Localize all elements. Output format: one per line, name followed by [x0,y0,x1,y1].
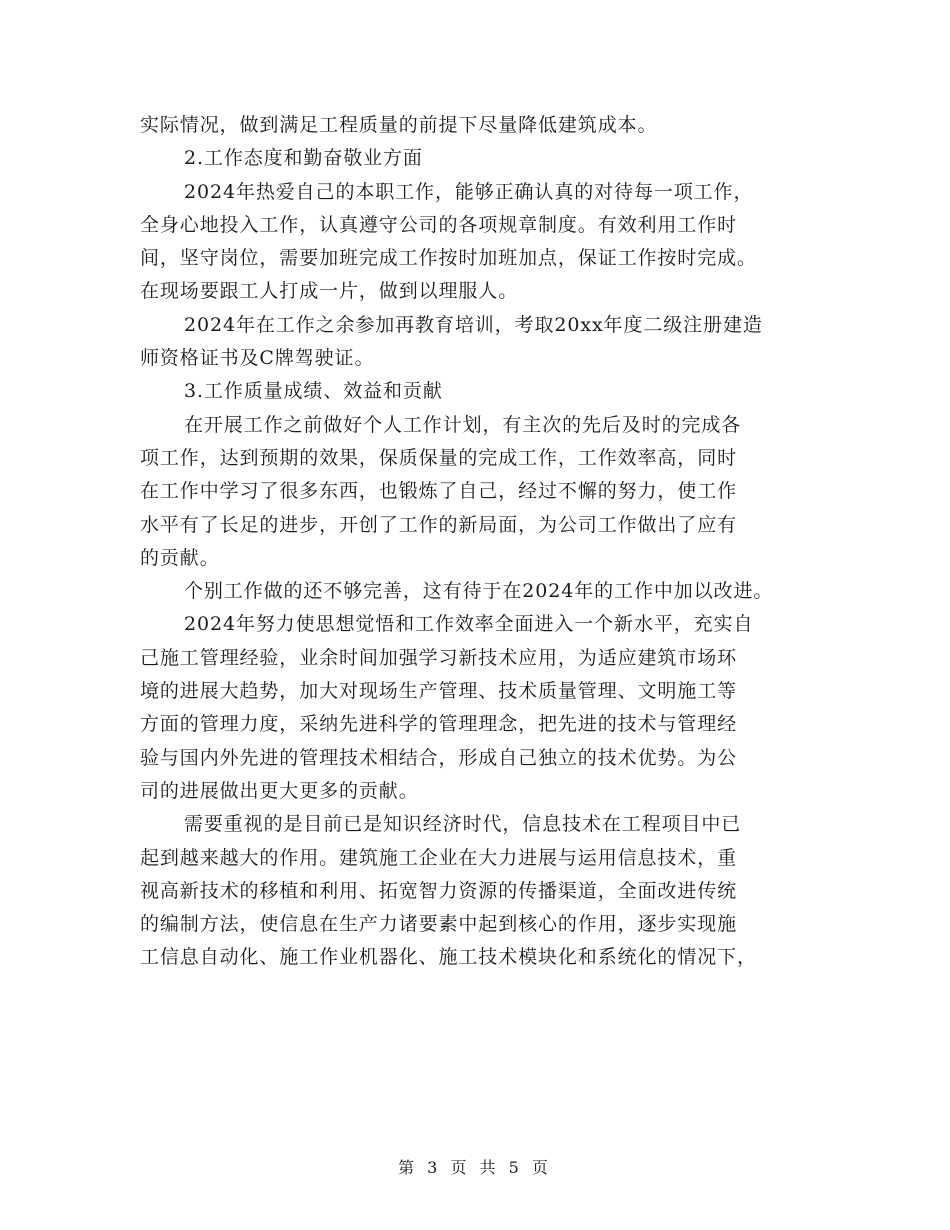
body-text-line: 间，坚守岗位，需要加班完成工作按时加班加点，保证工作按时完成。 [140,247,757,270]
body-text-line: 全身心地投入工作，认真遵守公司的各项规章制度。有效利用工作时 [140,213,738,236]
body-text-line: 视高新技术的移植和利用、拓宽智力资源的传播渠道，全面改进传统 [140,879,738,902]
body-text-line: 的编制方法，使信息在生产力诸要素中起到核心的作用，逐步实现施 [140,913,738,936]
body-text-line: 师资格证书及C牌驾驶证。 [140,347,375,370]
body-text-line: 实际情况，做到满足工程质量的前提下尽量降低建筑成本。 [140,114,658,136]
body-text-line: 2024年在工作之余参加再教育培训，考取20xx年度二级注册建造 [184,313,763,336]
body-text-line: 项工作，达到预期的效果，保质保量的完成工作，工作效率高，同时 [140,446,738,469]
body-text-line: 己施工管理经验，业余时间加强学习新技术应用，为适应建筑市场环 [140,646,738,669]
body-text-line: 在工作中学习了很多东西，也锻炼了自己，经过不懈的努力，使工作 [140,480,738,503]
body-text-line: 2024年努力使思想觉悟和工作效率全面进入一个新水平，充实自 [184,613,754,636]
body-text-line: 工信息自动化、施工作业机器化、施工技术模块化和系统化的情况下， [140,946,757,969]
body-text-line: 3.工作质量成绩、效益和贡献 [184,380,443,403]
body-text-line: 需要重视的是目前已是知识经济时代，信息技术在工程项目中已 [184,813,742,836]
body-text-line: 2.工作态度和勤奋敬业方面 [184,147,423,170]
body-text-line: 司的进展做出更大更多的贡献。 [140,779,419,802]
body-text-line: 方面的管理力度，采纳先进科学的管理理念，把先进的技术与管理经 [140,713,738,736]
body-text-line: 水平有了长足的进步，开创了工作的新局面，为公司工作做出了应有 [140,513,738,536]
body-text-line: 个别工作做的还不够完善，这有待于在2024年的工作中加以改进。 [184,580,774,603]
page-footer: 第 3 页 共 5 页 [398,1158,552,1177]
body-text-line: 验与国内外先进的管理技术相结合，形成自己独立的技术优势。为公 [140,746,738,769]
body-text-line: 起到越来越大的作用。建筑施工企业在大力进展与运用信息技术，重 [140,846,738,869]
document-body [140,109,830,975]
body-text-line: 的贡献。 [140,546,220,569]
body-text-line: 境的进展大趋势，加大对现场生产管理、技术质量管理、文明施工等 [140,680,738,703]
body-text-line: 2024年热爱自己的本职工作，能够正确认真的对待每一项工作， [184,180,754,203]
body-text-line: 在现场要跟工人打成一片，做到以理服人。 [140,280,519,303]
body-text-line: 在开展工作之前做好个人工作计划，有主次的先后及时的完成各 [184,413,742,436]
